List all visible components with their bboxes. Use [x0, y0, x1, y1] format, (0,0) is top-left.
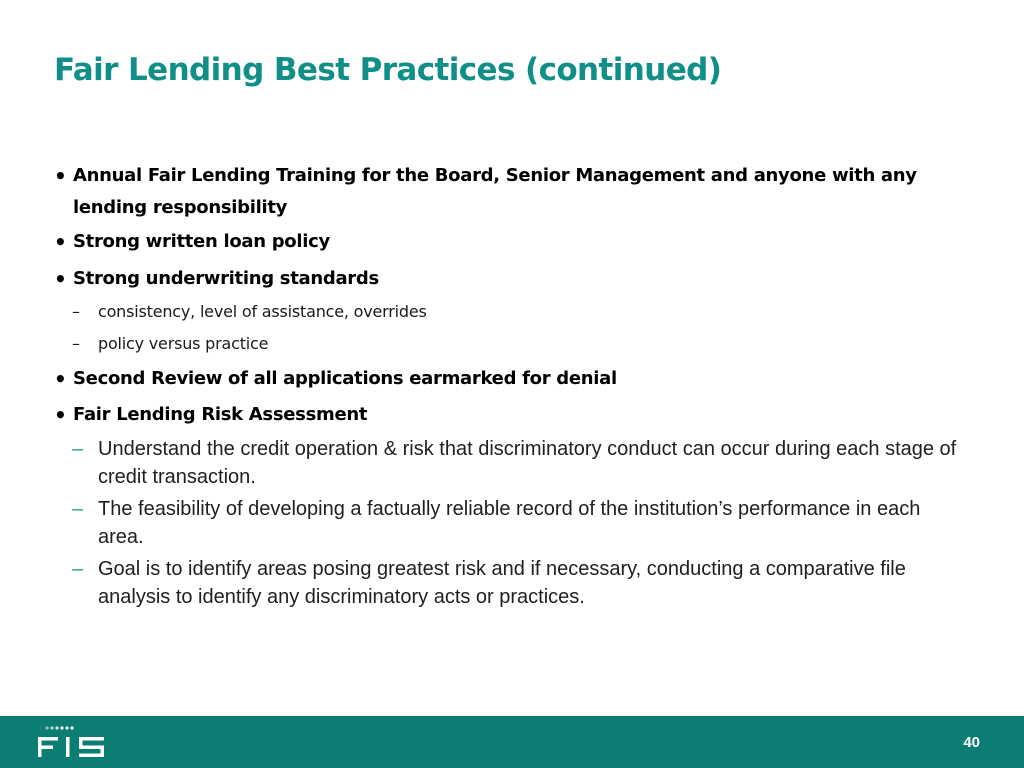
slide-title: Fair Lending Best Practices (continued) [54, 52, 722, 88]
bullet-text: Second Review of all applications earmarked for denial [73, 368, 617, 389]
sub-bullet-text: consistency, level of assistance, overrides [98, 302, 427, 321]
sub-bullet-understand [54, 435, 968, 491]
bullet-dot: • [54, 267, 67, 291]
dash-glyph: – [72, 498, 84, 520]
sub-bullet-goal [54, 555, 968, 611]
bullet-second-review [54, 363, 974, 395]
slide-content [54, 160, 974, 611]
dash-glyph: – [72, 334, 80, 353]
sub-bullet-text: Understand the credit operation & risk that discriminatory conduct can occur during each stage of credit transaction. [98, 438, 957, 488]
bullet-risk-assessment [54, 399, 974, 431]
sub-bullet-text: Goal is to identify areas posing greatest risk and if necessary, conducting a comparative file analysis to identify any discriminatory acts or practices. [98, 558, 906, 608]
fis-logo [36, 724, 116, 762]
bullet-text: Fair Lending Risk Assessment [73, 404, 368, 425]
bullet-dot: • [54, 403, 67, 427]
bullet-text: Strong underwriting standards [73, 268, 379, 289]
sub-bullet-feasibility [54, 495, 968, 551]
page-number: 40 [963, 734, 980, 751]
bullet-text: Annual Fair Lending Training for the Board, Senior Management and anyone with any lending responsibility [73, 165, 917, 218]
bullet-dot: • [54, 164, 67, 188]
bullet-dot: • [54, 367, 67, 391]
sub-bullet-policy-practice [54, 329, 974, 359]
dash-glyph: – [72, 438, 84, 460]
bullet-dot: • [54, 230, 67, 254]
bullet-text: Strong written loan policy [73, 231, 330, 252]
sub-bullet-consistency [54, 297, 974, 327]
sub-bullet-text: The feasibility of developing a factually reliable record of the institution’s performance in each area. [98, 498, 921, 548]
bullet-loan-policy [54, 226, 974, 258]
footer-bar [0, 716, 1024, 768]
bullet-training [54, 160, 953, 224]
dash-glyph: – [72, 302, 80, 321]
sub-bullet-text: policy versus practice [98, 334, 269, 353]
dash-glyph: – [72, 558, 84, 580]
bullet-underwriting [54, 263, 974, 295]
